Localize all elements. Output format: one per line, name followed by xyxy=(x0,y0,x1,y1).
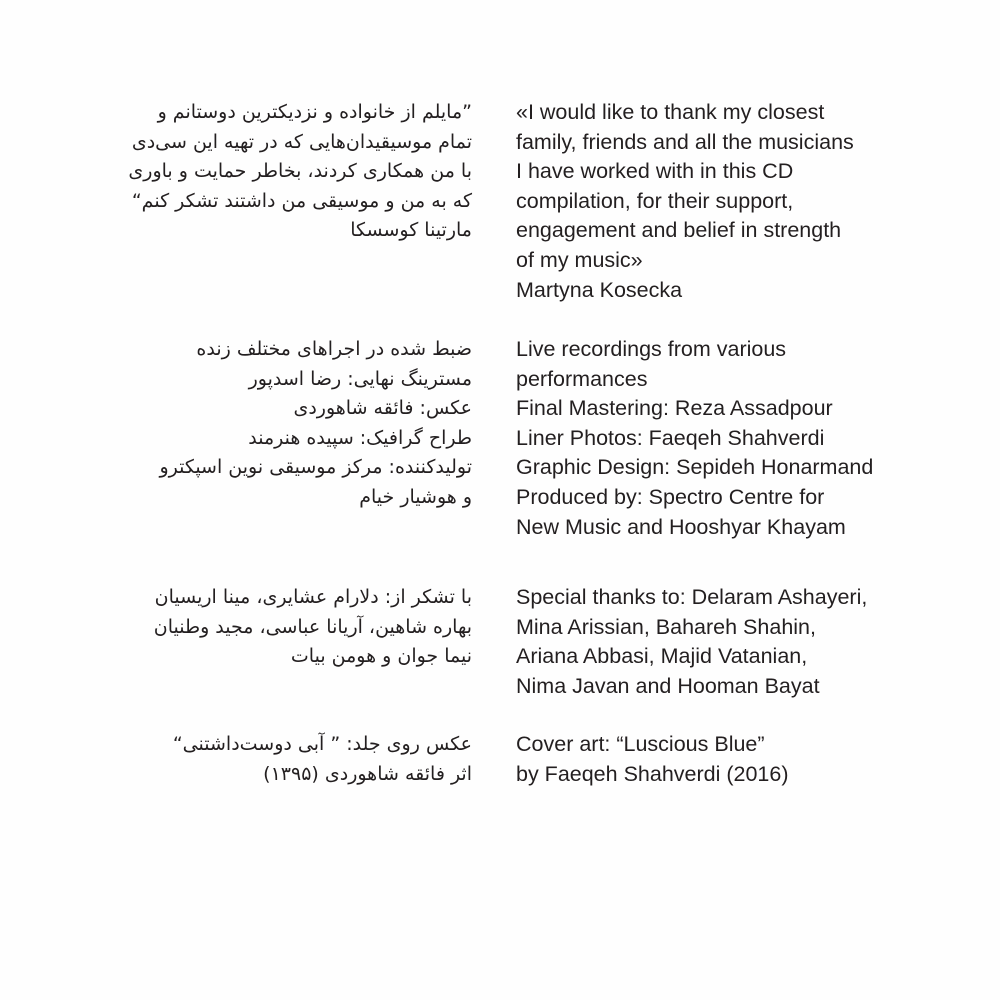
english-credits-line: Produced by: Spectro Centre for xyxy=(516,484,825,509)
english-thanks-signature: Martyna Kosecka xyxy=(516,277,683,302)
english-special-thanks-line: Ariana Abbasi, Majid Vatanian, xyxy=(516,644,808,669)
persian-thanks-block xyxy=(70,98,472,246)
persian-credits-line: و هوشیار خیام xyxy=(359,485,472,508)
persian-thanks-line: با من همکاری کردند، بخاطر حمایت و باوری xyxy=(128,160,472,183)
persian-thanks-line: تمام موسیقیدان‌هایی که در تهیه این سی‌دی xyxy=(131,130,472,153)
english-cover-art-line: by Faeqeh Shahverdi (2016) xyxy=(516,761,789,786)
english-credits-line: Liner Photos: Faeqeh Shahverdi xyxy=(516,425,825,450)
persian-credits-line: عکس: فائقه شاهوردی xyxy=(293,397,472,420)
persian-credits-line: طراح گرافیک: سپیده هنرمند xyxy=(248,426,472,449)
persian-special-thanks-line: با تشکر از: دلارام عشایری، مینا اریسیان xyxy=(154,586,472,608)
english-credits-block xyxy=(516,335,956,542)
english-credits-line: Live recordings from various xyxy=(516,337,787,361)
english-special-thanks-line: Mina Arissian, Bahareh Shahin, xyxy=(516,614,816,639)
persian-credits-line: تولیدکننده: مرکز موسیقی نوین اسپکترو xyxy=(159,456,472,479)
persian-special-thanks-line: نیما جوان و هومن بیات xyxy=(290,645,472,668)
persian-cover-art-line: عکس روی جلد: ” آبی دوست‌داشتنی“ xyxy=(172,733,472,755)
english-cover-art-line: Cover art: “Luscious Blue” xyxy=(516,732,765,756)
persian-thanks-line: که به من و موسیقی من داشتند تشکر کنم“ xyxy=(131,189,472,212)
english-cover-art-block xyxy=(516,730,956,789)
persian-cover-art-block xyxy=(70,730,472,789)
english-thanks-line: «I would like to thank my closest xyxy=(516,100,825,124)
english-credits-line: performances xyxy=(516,366,648,391)
english-special-thanks-block xyxy=(516,583,956,701)
english-thanks-block xyxy=(516,98,956,305)
persian-special-thanks-block xyxy=(70,583,472,672)
english-thanks-line: of my music» xyxy=(516,247,643,272)
persian-special-thanks-line: بهاره شاهین، آریانا عباسی، مجید وطنیان xyxy=(153,615,472,638)
english-credits-line: New Music and Hooshyar Khayam xyxy=(516,514,846,539)
persian-credits-block xyxy=(70,335,472,513)
persian-credits-line: مسترینگ نهایی: رضا اسدپور xyxy=(248,367,472,390)
english-credits-line: Final Mastering: Reza Assadpour xyxy=(516,396,833,421)
english-thanks-line: I have worked with in this CD xyxy=(516,159,794,184)
english-special-thanks-line: Special thanks to: Delaram Ashayeri, xyxy=(516,585,868,609)
english-thanks-line: compilation, for their support, xyxy=(516,188,794,213)
english-thanks-line: family, friends and all the musicians xyxy=(516,129,854,154)
persian-credits-line: ضبط شده در اجراهای مختلف زنده xyxy=(196,338,472,360)
persian-thanks-line: ”مایلم از خانواده و نزدیکترین دوستانم و xyxy=(157,101,472,123)
english-credits-line: Graphic Design: Sepideh Honarmand xyxy=(516,455,874,480)
english-thanks-line: engagement and belief in strength xyxy=(516,218,842,243)
persian-cover-art-line: اثر فائقه شاهوردی (۱۳۹۵) xyxy=(263,762,472,785)
english-special-thanks-line: Nima Javan and Hooman Bayat xyxy=(516,673,820,698)
persian-thanks-signature: مارتینا کوسسکا xyxy=(350,219,472,242)
